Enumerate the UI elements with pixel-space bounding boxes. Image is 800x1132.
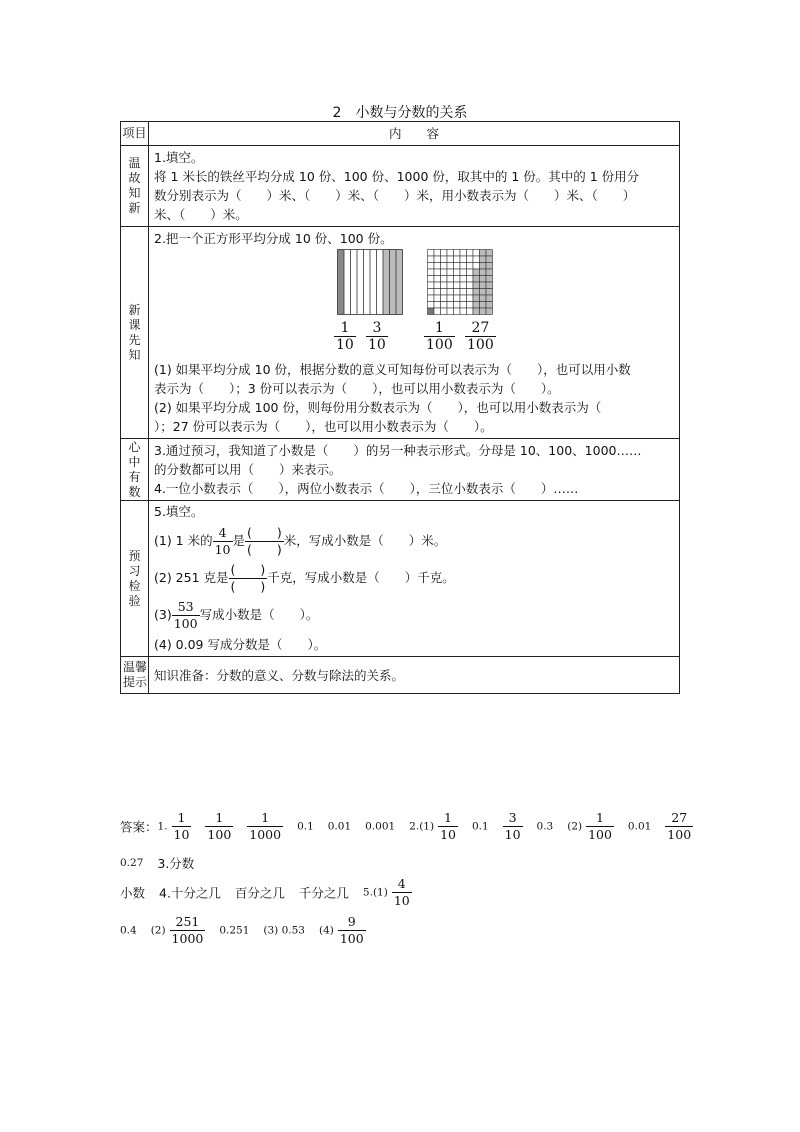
question-heading: 2.把一个正方形平均分成 10 份、100 份。 (154, 231, 393, 246)
question-heading: 5.填空。 (154, 504, 204, 519)
grid-cell (447, 282, 454, 289)
grid-cell (480, 256, 487, 263)
grid-cell (467, 263, 474, 270)
question-text: 将 1 米长的铁丝平均分成 10 份、100 份、1000 份，取其中的 1 份。其中的 1 份用分 (154, 169, 640, 184)
grid-cell (428, 276, 435, 283)
grid-cell (434, 256, 441, 263)
grid-cell (486, 295, 493, 302)
grid-cell (428, 256, 435, 263)
section-content (149, 227, 680, 439)
section-content (149, 439, 680, 501)
grid-cell (441, 308, 448, 315)
preview-table (120, 121, 680, 694)
fraction-label: $\frac{27}{100}$ (467, 320, 494, 353)
question-text: 表示为（ ）；3 份可以表示为（ ），也可以用小数表示为（ ）。 (154, 381, 560, 396)
fraction-label: $\frac{3}{10}$ (368, 320, 386, 353)
grid-cell (467, 308, 474, 315)
grid-cell (460, 269, 467, 276)
fraction: $\frac{3}{10}$ (504, 810, 521, 842)
grid-cell (467, 276, 474, 283)
grid-cell (454, 256, 461, 263)
section-label: 心中有数 (121, 439, 149, 501)
section-content (149, 501, 680, 657)
grid-cell (434, 250, 441, 257)
grid-cell (473, 308, 480, 315)
grid-cell (486, 289, 493, 296)
grid-cell (480, 263, 487, 270)
question-text: (1) 如果平均分成 10 份，根据分数的意义可知每份可以表示为（ ），也可以用小数 (154, 362, 631, 377)
fraction: $\frac{1}{10}$ (440, 810, 456, 842)
grid-cell (454, 250, 461, 257)
grid-cell (441, 263, 448, 270)
grid-cell (467, 250, 474, 257)
grid-cell (441, 250, 448, 257)
header-content: 内 容 (149, 122, 680, 146)
section-label: 温故知新 (121, 146, 149, 227)
grid-cell (428, 295, 435, 302)
section-content (149, 146, 680, 227)
grid-cell (480, 295, 487, 302)
fraction: $\frac{4}{10}$ (393, 876, 410, 908)
blank-fraction: $\frac{( )}{( )}$ (247, 525, 282, 557)
grid-cell (441, 282, 448, 289)
grid-cell (434, 295, 441, 302)
fraction: $\frac{4}{10}$ (214, 525, 231, 557)
grid-cell (467, 289, 474, 296)
grid-cell (480, 282, 487, 289)
grid-cell (428, 250, 435, 257)
grid-cell (434, 276, 441, 283)
fraction: $\frac{251}{1000}$ (171, 914, 204, 946)
section-label: 预习检验 (121, 501, 149, 657)
answer-label: 答案： (120, 819, 158, 835)
grid-cell (428, 308, 435, 315)
header-item: 项目 (121, 122, 149, 146)
grid-cell (486, 256, 493, 263)
grid-cell (480, 276, 487, 283)
grid-cell (460, 302, 467, 309)
fraction-label: $\frac{1}{100}$ (426, 320, 453, 353)
question-heading: 1.填空。 (154, 150, 204, 165)
grid-cell (428, 302, 435, 309)
answer-row: 0.4 (2) $\frac{251}{1000}$ 0.251 (3) 0.53 (4) $\frac{9}{100}$ (120, 914, 364, 946)
grid-cell (480, 269, 487, 276)
fraction: $\frac{27}{100}$ (667, 810, 692, 842)
grid-cell (447, 269, 454, 276)
grid-cell (486, 282, 493, 289)
grid-cell (480, 289, 487, 296)
section-new-lesson (121, 227, 680, 439)
fraction: $\frac{53}{100}$ (173, 599, 198, 631)
question-text: 的分数都可以用（ ）来表示。 (154, 462, 342, 477)
grid-cell (486, 302, 493, 309)
fraction-label: $\frac{1}{10}$ (336, 320, 354, 353)
fraction: $\frac{9}{100}$ (339, 914, 364, 946)
grid-cell (486, 276, 493, 283)
grid-cell (434, 269, 441, 276)
grid-cell (447, 289, 454, 296)
grid-cell (434, 289, 441, 296)
page-title: 2 小数与分数的关系 (332, 105, 468, 121)
grid-cell (454, 263, 461, 270)
grid-cell (460, 256, 467, 263)
grid-cell (454, 308, 461, 315)
section-review (121, 146, 680, 227)
grid-cell (467, 302, 474, 309)
grid-cell (428, 269, 435, 276)
question-text: 3.通过预习，我知道了小数是（ ）的另一种表示形式。分母是 10、100、1000…… (154, 443, 642, 458)
fraction: $\frac{1}{10}$ (173, 810, 190, 842)
grid-cell (454, 269, 461, 276)
grid-cell (473, 302, 480, 309)
question-item: (3) $\frac{53}{100}$ 写成小数是（ ）。 (154, 599, 319, 631)
grid-cell (473, 269, 480, 276)
grid-cell (428, 289, 435, 296)
grid-cell (473, 295, 480, 302)
grid-cell (447, 295, 454, 302)
grid-cell (486, 250, 493, 257)
grid-cell (480, 308, 487, 315)
grid-cell (460, 276, 467, 283)
grid-cell (473, 289, 480, 296)
grid-cell (454, 289, 461, 296)
grid-cell (447, 308, 454, 315)
grid-cell (447, 263, 454, 270)
grid-cell (467, 269, 474, 276)
question-text: ）；27 份可以表示为（ ），也可以用小数表示为（ ）。 (154, 419, 493, 434)
grid-cell (441, 269, 448, 276)
grid-cell (454, 295, 461, 302)
question-item: (4) 0.09 写成分数是（ ）。 (154, 637, 327, 652)
answer-row: 答案：1. $\frac{1}{10}$ $\frac{1}{100}$ $\frac{1}{1000}$ 0.1 0.01 0.001 2.(1) $\frac{1}{10}$ 0.1 $\frac{3}{10}$ 0.3 (2) $\frac{1}{100}$ 0.01 $\frac{27}{100}$ (120, 810, 692, 842)
grid-cell (434, 263, 441, 270)
grid-cell (447, 302, 454, 309)
grid-cell (473, 250, 480, 257)
grid-cell (454, 282, 461, 289)
grid-cell (441, 256, 448, 263)
grid-cell (434, 308, 441, 315)
grid-cell (434, 302, 441, 309)
section-in-mind (121, 439, 680, 501)
answer-row: 小数 4.十分之几 百分之几 千分之几 5.(1) $\frac{4}{10}$ (120, 876, 410, 908)
question-text: 4.一位小数表示（ ），两位小数表示（ ），三位小数表示（ ）…… (154, 481, 579, 496)
grid-cell (447, 250, 454, 257)
blank-fraction: $\frac{( )}{( )}$ (230, 562, 266, 594)
grid-cell (473, 276, 480, 283)
fraction: $\frac{1}{100}$ (588, 810, 612, 842)
table-header (121, 122, 680, 146)
question-text: 米、（ ）米。 (154, 207, 248, 222)
hundredths-grid-figure (427, 249, 493, 315)
grid-cell (473, 256, 480, 263)
fraction-figures (154, 248, 674, 360)
grid-cell (480, 250, 487, 257)
tenths-square-figure (337, 249, 403, 315)
grid-cell (486, 308, 493, 315)
grid-cell (460, 263, 467, 270)
section-label: 新课先知 (121, 227, 149, 439)
tip-text: 知识准备：分数的意义、分数与除法的关系。 (154, 667, 405, 683)
grid-cell (467, 295, 474, 302)
answer-row: 0.27 3.分数 (120, 856, 195, 871)
grid-cell (460, 289, 467, 296)
grid-cell (480, 302, 487, 309)
grid-cell (467, 256, 474, 263)
fraction: $\frac{1}{1000}$ (249, 810, 282, 842)
question-text: (2) 如果平均分成 100 份，则每份用分数表示为（ ），也可以用小数表示为（ (154, 400, 602, 415)
section-label: 温馨提示 (121, 657, 149, 694)
question-item: (1) 1 米的 $\frac{4}{10}$ 是 $\frac{( )}{( )}$ 米，写成小数是（ ）米。 (154, 525, 447, 557)
grid-cell (447, 276, 454, 283)
section-content (149, 657, 680, 694)
grid-cell (428, 282, 435, 289)
section-tip (121, 657, 680, 694)
grid-cell (460, 282, 467, 289)
grid-cell (434, 282, 441, 289)
grid-cell (441, 302, 448, 309)
grid-cell (486, 263, 493, 270)
grid-cell (486, 269, 493, 276)
grid-cell (460, 308, 467, 315)
grid-cell (441, 289, 448, 296)
grid-cell (454, 302, 461, 309)
grid-cell (454, 276, 461, 283)
fraction: $\frac{1}{100}$ (207, 810, 232, 842)
grid-cell (473, 263, 480, 270)
grid-cell (441, 295, 448, 302)
grid-cell (428, 263, 435, 270)
question-item: (2) 251 克是 $\frac{( )}{( )}$ 千克，写成小数是（ ）千克。 (154, 562, 455, 594)
grid-cell (467, 282, 474, 289)
grid-cell (460, 250, 467, 257)
grid-cell (473, 282, 480, 289)
grid-cell (441, 276, 448, 283)
question-text: 数分别表示为（ ）米、（ ）米、（ ）米，用小数表示为（ ）米、（ ） (154, 188, 636, 203)
grid-cell (460, 295, 467, 302)
section-check (121, 501, 680, 657)
grid-cell (447, 256, 454, 263)
